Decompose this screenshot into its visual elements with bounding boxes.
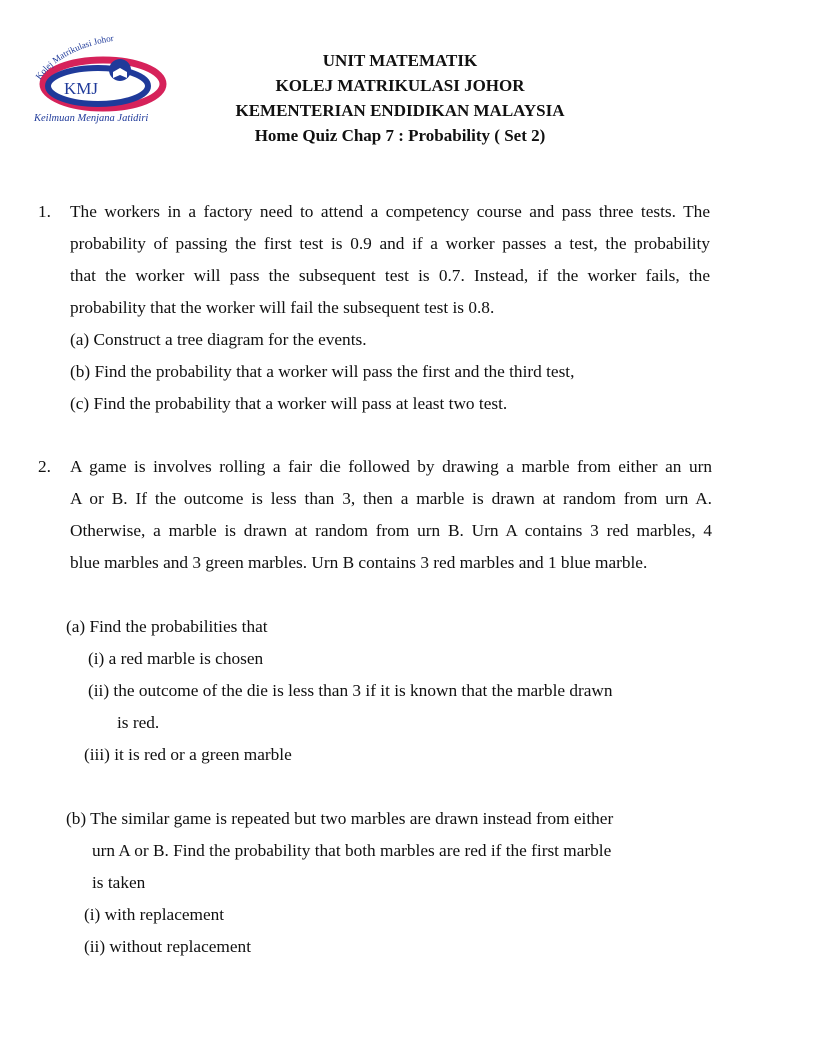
question-part-a-iii: (iii) it is red or a green marble bbox=[84, 745, 292, 764]
header-college: KOLEJ MATRIKULASI JOHOR bbox=[275, 76, 525, 95]
question-text-line: A or B. If the outcome is less than 3, then a marble is drawn at random from urn A. bbox=[70, 489, 712, 508]
question-part-b-cont: urn A or B. Find the probability that both marbles are red if the first marble bbox=[92, 841, 612, 860]
question-text-line: probability of passing the first test is 0.9 and if a worker passes a test, the probability bbox=[70, 234, 710, 253]
question-text-line: blue marbles and 3 green marbles. Urn B contains 3 red marbles and 1 blue marble. bbox=[70, 553, 648, 572]
logo-initials: KMJ bbox=[64, 79, 99, 98]
question-part-b-i: (i) with replacement bbox=[84, 905, 225, 924]
question-text-line: A game is involves rolling a fair die followed by drawing a marble from either an urn bbox=[70, 457, 712, 476]
header-ministry: KEMENTERIAN ENDIDIKAN MALAYSIA bbox=[235, 101, 565, 120]
question-part-c: (c) Find the probability that a worker will pass at least two test. bbox=[70, 394, 508, 413]
question-part-a-ii: (ii) the outcome of the die is less than 3 if it is known that the marble drawn bbox=[88, 681, 613, 700]
logo-arc-text: Kolej Matrikulasi Johor bbox=[33, 32, 115, 82]
question-part-a: (a) Construct a tree diagram for the events. bbox=[70, 330, 367, 349]
question-part-a-i: (i) a red marble is chosen bbox=[88, 649, 264, 668]
question-part-a-intro: (a) Find the probabilities that bbox=[66, 617, 268, 636]
question-number: 2. bbox=[38, 457, 51, 476]
question-text-line: The workers in a factory need to attend a competency course and pass three tests. The bbox=[70, 202, 710, 221]
question-part-b-ii: (ii) without replacement bbox=[84, 937, 251, 956]
question-part-b-cont: is taken bbox=[92, 873, 146, 892]
question-text-line: probability that the worker will fail the subsequent test is 0.8. bbox=[70, 298, 495, 317]
question-part-b: (b) The similar game is repeated but two marbles are drawn instead from either bbox=[66, 809, 614, 828]
kmj-logo-emblem bbox=[28, 32, 168, 127]
document-header bbox=[190, 48, 610, 148]
question-part-a-ii-cont: is red. bbox=[117, 713, 160, 732]
question-text-line: that the worker will pass the subsequent test is 0.7. Instead, if the worker fails, the bbox=[70, 266, 710, 285]
quiz-title: Home Quiz Chap 7 : Probability ( Set 2) bbox=[254, 126, 546, 145]
question-text-line: Otherwise, a marble is drawn at random from urn B. Urn A contains 3 red marbles, 4 bbox=[70, 521, 712, 540]
question-number: 1. bbox=[38, 202, 51, 221]
logo-motto: Keilmuan Menjana Jatidiri bbox=[34, 113, 149, 124]
header-unit: UNIT MATEMATIK bbox=[322, 51, 478, 70]
question-part-b: (b) Find the probability that a worker will pass the first and the third test, bbox=[70, 362, 575, 381]
college-logo bbox=[28, 32, 168, 127]
